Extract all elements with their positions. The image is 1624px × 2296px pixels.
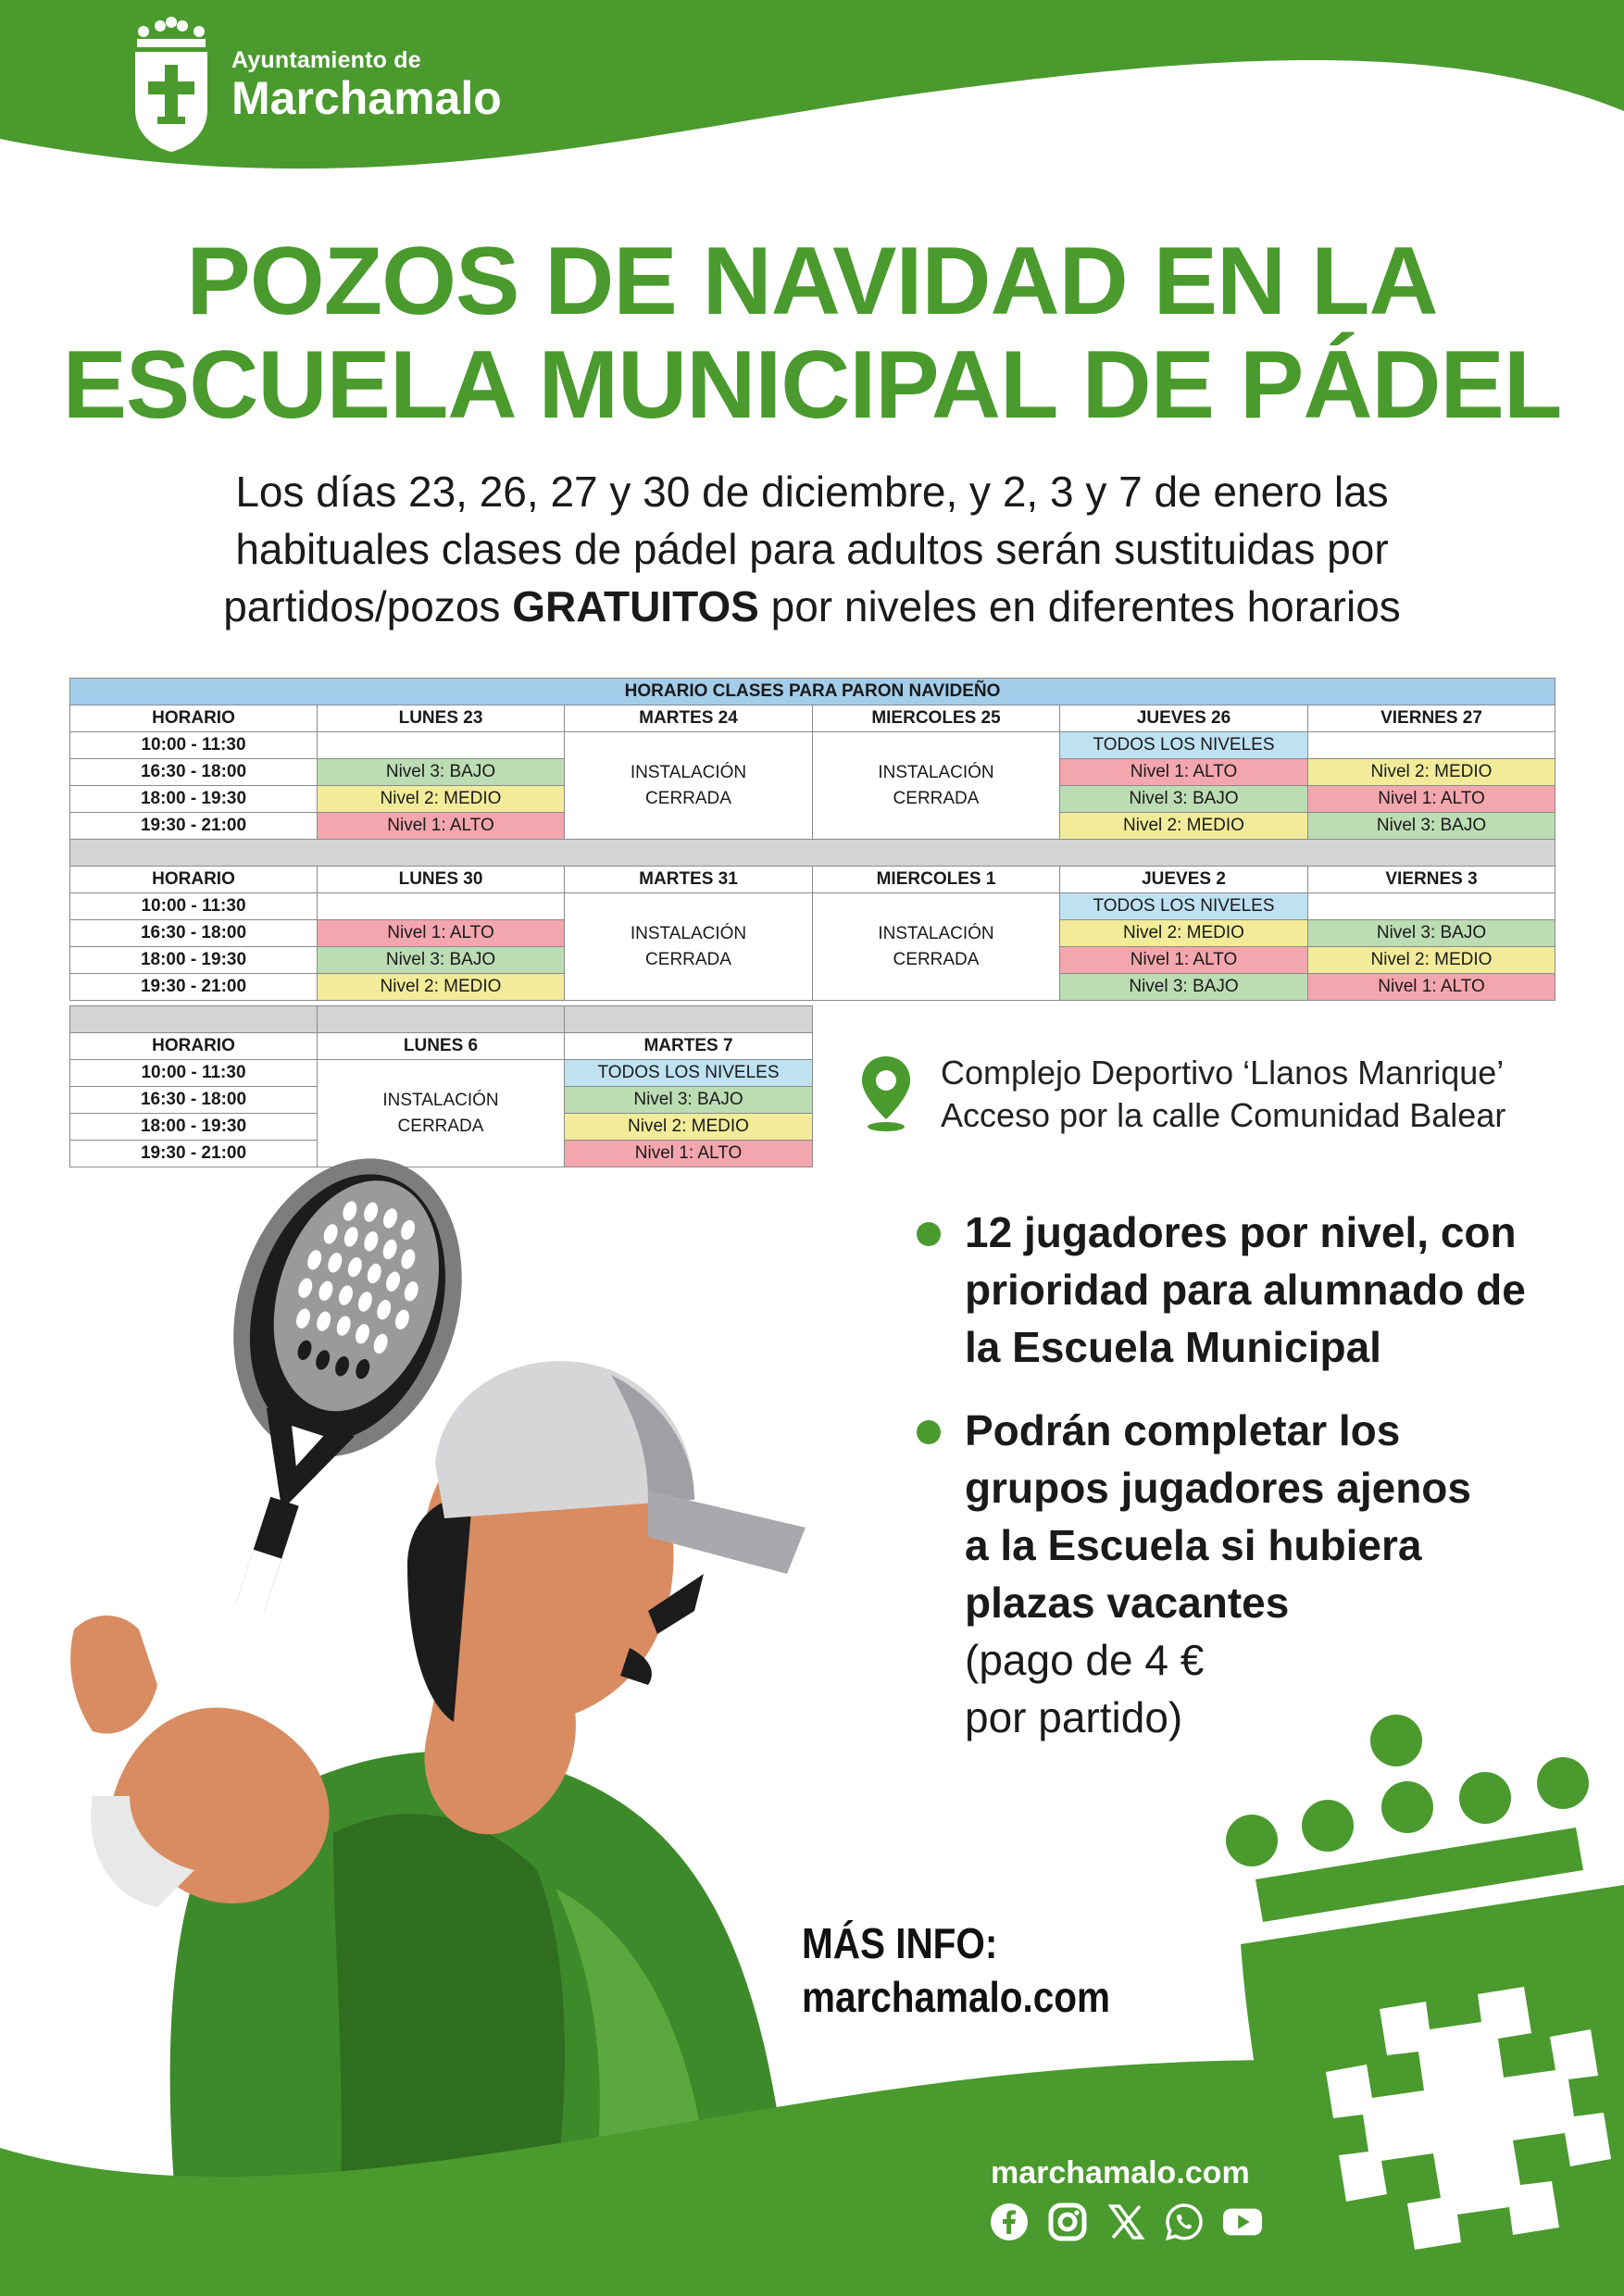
closed-line-1: INSTALACIÓN: [630, 762, 747, 782]
day-header: MIERCOLES 1: [813, 867, 1060, 893]
time-slot: 19:30 - 21:00: [70, 974, 318, 1001]
day-header: JUEVES 2: [1060, 867, 1308, 893]
bullet-1-line-1: 12 jugadores por nivel, con: [965, 1208, 1517, 1256]
list-item: [917, 1402, 1583, 1746]
week-separator: [70, 1006, 813, 1033]
day-header: VIERNES 27: [1308, 705, 1555, 732]
schedule-caption-row: [70, 679, 1555, 705]
day-header: MIERCOLES 25: [813, 705, 1060, 732]
title-line-1: POZOS DE NAVIDAD EN LA: [186, 228, 1438, 335]
session-cell: Nivel 1: ALTO: [318, 813, 565, 840]
session-cell: Nivel 3: BAJO: [1308, 813, 1555, 840]
session-cell: Nivel 2: MEDIO: [318, 974, 565, 1001]
logo-big-text: Marchamalo: [231, 72, 502, 125]
footer-site-link[interactable]: marchamalo.com: [991, 2155, 1250, 2190]
venue-access: Acceso por la calle Comunidad Balear: [941, 1096, 1506, 1134]
bullet-dot-icon: [917, 1420, 941, 1444]
intro-line-3-a: partidos/pozos: [223, 582, 513, 630]
bullet-1-line-2: prioridad para alumnado de: [965, 1266, 1526, 1314]
schedule-table: [69, 678, 1555, 1001]
session-cell: Nivel 2: MEDIO: [1308, 947, 1555, 974]
day-header: JUEVES 26: [1060, 705, 1308, 732]
time-slot: 10:00 - 11:30: [70, 732, 318, 759]
session-cell: TODOS LOS NIVELES: [1060, 893, 1308, 920]
session-cell: TODOS LOS NIVELES: [1060, 732, 1308, 759]
municipal-logo[interactable]: [130, 17, 502, 154]
table-row: [70, 732, 1555, 759]
time-slot: 16:30 - 18:00: [70, 759, 318, 786]
crest-icon: [130, 17, 213, 154]
intro-line-2: habituales clases de pádel para adultos serán sustituidas por: [235, 525, 1389, 573]
time-slot: 19:30 - 21:00: [70, 1141, 318, 1167]
more-info-label: MÁS INFO:: [802, 1919, 998, 1967]
closed-cell: [565, 893, 813, 1001]
social-links: [989, 2202, 1263, 2242]
closed-line-2: CERRADA: [893, 949, 980, 969]
session-cell: Nivel 1: ALTO: [1308, 974, 1555, 1001]
day-header: LUNES 30: [318, 867, 565, 893]
time-slot: 10:00 - 11:30: [70, 1060, 318, 1087]
location-pin-icon: [859, 1054, 913, 1134]
facebook-icon[interactable]: [989, 2202, 1030, 2242]
session-cell: Nivel 3: BAJO: [318, 947, 565, 974]
session-cell: Nivel 1: ALTO: [1308, 786, 1555, 813]
time-slot: 16:30 - 18:00: [70, 920, 318, 947]
large-crest-icon: [1204, 1703, 1624, 2296]
session-cell: Nivel 1: ALTO: [1060, 759, 1308, 786]
closed-line-2: CERRADA: [397, 1116, 484, 1136]
time-slot: 18:00 - 19:30: [70, 947, 318, 974]
x-icon[interactable]: [1106, 2202, 1146, 2242]
day-header: MARTES 31: [565, 867, 813, 893]
session-cell: Nivel 3: BAJO: [1308, 920, 1555, 947]
session-cell: Nivel 1: ALTO: [565, 1141, 813, 1167]
time-slot: 18:00 - 19:30: [70, 786, 318, 813]
bullet-1-line-3: la Escuela Municipal: [965, 1323, 1381, 1371]
session-cell: [318, 732, 565, 759]
time-header: HORARIO: [70, 867, 318, 893]
time-header: HORARIO: [70, 705, 318, 732]
session-cell: [318, 893, 565, 920]
title-line-2: ESCUELA MUNICIPAL DE PÁDEL: [62, 331, 1562, 439]
session-cell: Nivel 2: MEDIO: [1060, 920, 1308, 947]
intro-free-emphasis: GRATUITOS: [512, 582, 759, 630]
session-cell: Nivel 2: MEDIO: [1060, 813, 1308, 840]
session-cell: Nivel 2: MEDIO: [565, 1114, 813, 1141]
session-cell: Nivel 2: MEDIO: [1308, 759, 1555, 786]
list-item: [917, 1204, 1583, 1376]
session-cell: [1308, 732, 1555, 759]
session-cell: Nivel 1: ALTO: [1060, 947, 1308, 974]
week1-header-row: [70, 705, 1555, 732]
bullet-2-line-1: Podrán completar los: [965, 1406, 1401, 1454]
day-header: MARTES 7: [565, 1033, 813, 1060]
whatsapp-icon[interactable]: [1164, 2202, 1205, 2242]
closed-line-2: CERRADA: [645, 949, 731, 969]
page-title: [0, 230, 1624, 437]
day-header: VIERNES 3: [1308, 867, 1555, 893]
instagram-icon[interactable]: [1047, 2202, 1088, 2242]
session-cell: Nivel 2: MEDIO: [318, 786, 565, 813]
closed-cell: [565, 732, 813, 840]
session-cell: Nivel 3: BAJO: [565, 1087, 813, 1114]
week-separator: [70, 840, 1555, 867]
more-info: [802, 1916, 1110, 2024]
week3-header-row: [70, 1033, 813, 1060]
closed-line-1: INSTALACIÓN: [878, 762, 994, 782]
venue-name: Complejo Deportivo ‘Llanos Manrique’: [941, 1054, 1505, 1092]
intro-paragraph: [111, 463, 1513, 635]
logo-small-text: Ayuntamiento de: [231, 47, 421, 74]
price-note-line-2: por partido): [965, 1693, 1183, 1741]
week2-header-row: [70, 867, 1555, 893]
info-bullets: [917, 1204, 1583, 1772]
time-slot: 16:30 - 18:00: [70, 1087, 318, 1114]
day-header: MARTES 24: [565, 705, 813, 732]
session-cell: Nivel 3: BAJO: [1060, 786, 1308, 813]
closed-line-1: INSTALACIÓN: [382, 1090, 499, 1110]
intro-line-3: [111, 578, 1513, 635]
schedule-caption: HORARIO CLASES PARA PARON NAVIDEÑO: [70, 679, 1555, 705]
more-info-link[interactable]: marchamalo.com: [802, 1973, 1110, 2021]
day-header: LUNES 23: [318, 705, 565, 732]
closed-cell: [813, 893, 1060, 1001]
venue-info: [859, 1052, 1505, 1137]
session-cell: Nivel 3: BAJO: [1060, 974, 1308, 1001]
session-cell: Nivel 3: BAJO: [318, 759, 565, 786]
intro-line-1: Los días 23, 26, 27 y 30 de diciembre, y 2, 3 y 7 de enero las: [235, 468, 1389, 516]
day-header: LUNES 6: [318, 1033, 565, 1060]
bullet-2-line-2: grupos jugadores ajenos: [965, 1464, 1471, 1512]
session-cell: [1308, 893, 1555, 920]
time-header: HORARIO: [70, 1033, 318, 1060]
youtube-icon[interactable]: [1222, 2202, 1263, 2242]
time-slot: 18:00 - 19:30: [70, 1114, 318, 1141]
price-note-line-1: (pago de 4 €: [965, 1636, 1205, 1684]
bullet-2-line-3: a la Escuela si hubiera: [965, 1521, 1422, 1569]
session-cell: TODOS LOS NIVELES: [565, 1060, 813, 1087]
closed-line-1: INSTALACIÓN: [878, 923, 994, 943]
bullet-dot-icon: [917, 1222, 941, 1246]
intro-line-3-c: por niveles en diferentes horarios: [758, 582, 1401, 630]
time-slot: 19:30 - 21:00: [70, 813, 318, 840]
bullet-2-line-4: plazas vacantes: [965, 1578, 1290, 1627]
session-cell: Nivel 1: ALTO: [318, 920, 565, 947]
closed-line-2: CERRADA: [893, 788, 980, 808]
closed-line-1: INSTALACIÓN: [630, 923, 747, 943]
closed-cell: [813, 732, 1060, 840]
table-row: [70, 1060, 813, 1087]
table-row: [70, 893, 1555, 920]
time-slot: 10:00 - 11:30: [70, 893, 318, 920]
closed-line-2: CERRADA: [645, 788, 731, 808]
